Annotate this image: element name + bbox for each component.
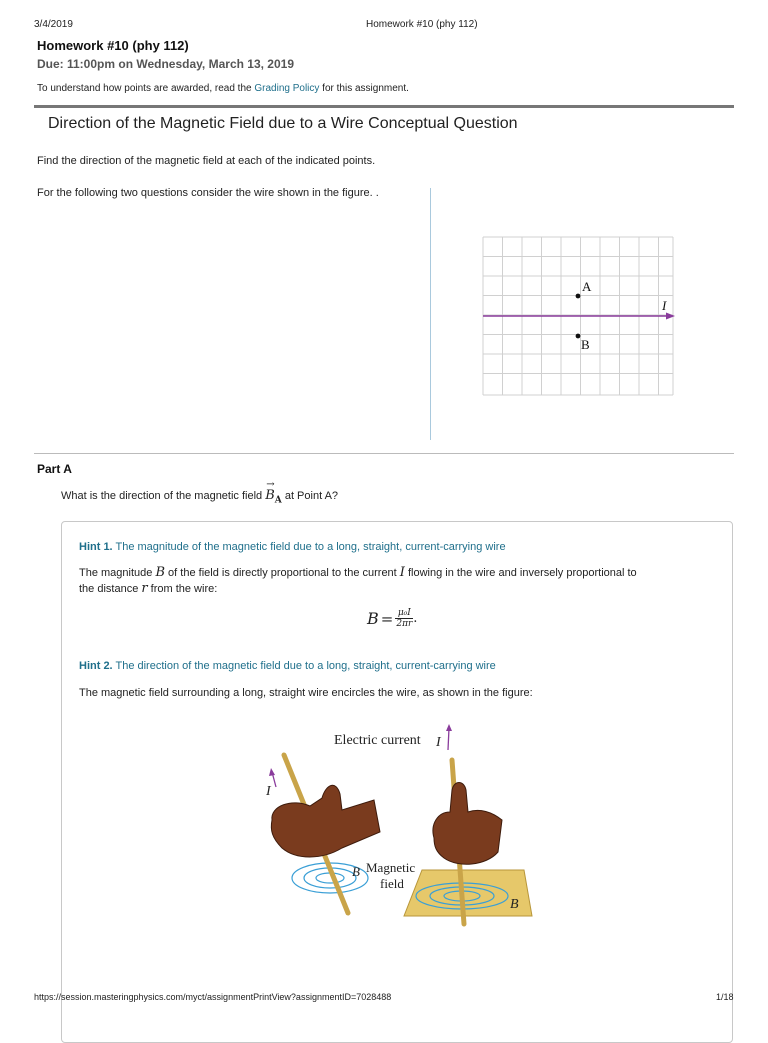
grading-policy-note: [37, 83, 409, 94]
current-i-top-label: I: [436, 735, 441, 750]
grading-policy-link[interactable]: Grading Policy: [254, 83, 320, 94]
current-arrowhead-left: [269, 768, 275, 776]
prompt-prefix: What is the direction of the magnetic field: [61, 490, 266, 502]
vector-arrow-icon: →: [266, 479, 275, 490]
right-hand-rule-figure: [262, 720, 542, 930]
footer-url: https://session.masteringphysics.com/myct/assignmentPrintView?assignmentID=7028488: [34, 992, 392, 1002]
hints-panel: [61, 521, 733, 1043]
b-right-label: B: [510, 897, 519, 912]
part-a-label: Part A: [37, 462, 72, 476]
print-date: 3/4/2019: [34, 19, 73, 30]
current-label: I: [662, 298, 667, 313]
point-b-dot: [576, 334, 581, 339]
electric-current-label: Electric current: [334, 733, 421, 748]
hand-right: [433, 783, 502, 865]
wire-arrowhead: [666, 313, 675, 320]
prompt-suffix: at Point A?: [281, 490, 339, 502]
column-divider: [430, 188, 431, 440]
policy-suffix: for this assignment.: [319, 83, 409, 94]
hint-1-header[interactable]: [79, 541, 506, 553]
footer-page-number: 1/18: [716, 992, 734, 1002]
hint-1-title: The magnitude of the magnetic field due to a long, straight, current-carrying wire: [115, 541, 506, 553]
vector-subscript: A: [274, 495, 282, 506]
due-date: Due: 11:00pm on Wednesday, March 13, 2019: [37, 57, 294, 71]
question-setup: For the following two questions consider the wire shown in the figure. .: [37, 187, 379, 199]
formula-numerator: μ₀I: [395, 608, 413, 619]
question-title: Direction of the Magnetic Field due to a Wire Conceptual Question: [48, 115, 518, 132]
b-left-label: B: [352, 864, 360, 879]
current-arrowhead-right: [446, 724, 452, 731]
print-header-title: Homework #10 (phy 112): [366, 19, 478, 30]
question-intro: Find the direction of the magnetic field at each of the indicated points.: [37, 155, 376, 167]
hint-1-body: The magnitude B of the field is directly proportional to the current I flowing in the wire and inversely proportional to the distance r from the wire:: [79, 565, 637, 596]
hint-2-header[interactable]: [79, 660, 496, 672]
hint-1-number: Hint 1.: [79, 541, 113, 553]
vector-b-symbol: → $B_A$: [265, 479, 282, 506]
magnetic-label: Magnetic: [366, 860, 416, 875]
formula-denominator: 2πr: [396, 619, 413, 629]
field-label: field: [380, 876, 404, 891]
hint-2-body: The magnetic field surrounding a long, straight wire encircles the wire, as shown in the figure:: [79, 687, 533, 699]
part-a-question: [61, 479, 339, 506]
hand-left: [271, 785, 380, 857]
wire-grid-figure: [482, 236, 678, 398]
hint-2-title: The direction of the magnetic field due to a long, straight, current-carrying wire: [115, 660, 496, 672]
current-arrow-right: [448, 728, 449, 750]
point-a-dot: [576, 294, 581, 299]
hint-1-formula: B = $\frac{\text{μ₀I}}{2\pi r}$ .: [367, 608, 418, 629]
current-i-left-label: I: [266, 784, 271, 799]
assignment-title: Homework #10 (phy 112): [37, 38, 189, 53]
section-divider: [34, 105, 734, 108]
point-b-label: B: [581, 337, 590, 352]
policy-prefix: To understand how points are awarded, read the: [37, 83, 255, 94]
part-divider: [34, 453, 734, 454]
hint-2-number: Hint 2.: [79, 660, 113, 672]
point-a-label: A: [582, 279, 592, 294]
